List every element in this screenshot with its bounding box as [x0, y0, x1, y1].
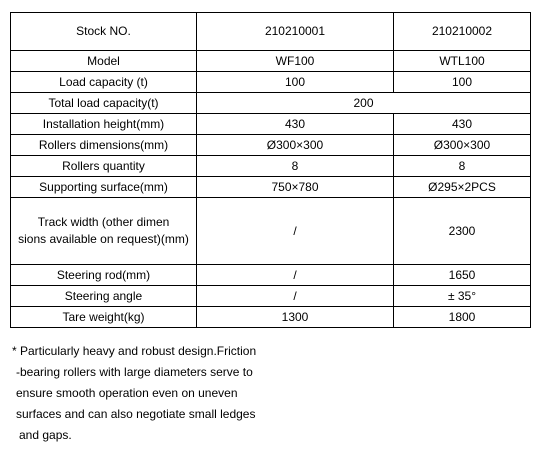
table-row-tare-weight: [11, 307, 531, 328]
table-row-track-width: [11, 198, 531, 265]
note-line: * Particularly heavy and robust design.Friction: [12, 344, 257, 358]
cell-col2: 1800: [394, 307, 531, 328]
table-row-installation-height: [11, 114, 531, 135]
cell-col2: 210210002: [394, 13, 531, 51]
cell-col2: 8: [394, 156, 531, 177]
cell-col2: ± 35°: [394, 286, 531, 307]
row-label: Stock NO.: [11, 13, 197, 51]
cell-col1: /: [197, 286, 394, 307]
table-row-rollers-quantity: [11, 156, 531, 177]
notes-paragraph: [12, 341, 312, 446]
table-row-total-load-capacity: [11, 93, 531, 114]
table-row-supporting-surface: [11, 177, 531, 198]
table-row-rollers-dimensions: [11, 135, 531, 156]
cell-col1: 750×780: [197, 177, 394, 198]
note-line: -bearing rollers with large diameters serve to: [16, 365, 253, 379]
cell-col2: 430: [394, 114, 531, 135]
note-line: surfaces and can also negotiate small ledges: [16, 407, 256, 421]
cell-merged: 200: [197, 93, 531, 114]
row-label: Rollers quantity: [11, 156, 197, 177]
table-row-stock-no: [11, 13, 531, 51]
row-label: [11, 198, 197, 265]
row-label: Load capacity (t): [11, 72, 197, 93]
cell-col1: /: [197, 265, 394, 286]
specification-table: [10, 12, 531, 328]
row-label: Installation height(mm): [11, 114, 197, 135]
cell-col1: 100: [197, 72, 394, 93]
table-row-steering-angle: [11, 286, 531, 307]
cell-col1: 210210001: [197, 13, 394, 51]
cell-col2: WTL100: [394, 51, 531, 72]
cell-col2: 2300: [394, 198, 531, 265]
row-label: Tare weight(kg): [11, 307, 197, 328]
row-label: Rollers dimensions(mm): [11, 135, 197, 156]
cell-col2: Ø300×300: [394, 135, 531, 156]
row-label: Steering rod(mm): [11, 265, 197, 286]
cell-col1: 1300: [197, 307, 394, 328]
cell-col1: 430: [197, 114, 394, 135]
row-label-line1: Track width (other dimen: [37, 215, 170, 229]
cell-col1: Ø300×300: [197, 135, 394, 156]
row-label: Total load capacity(t): [11, 93, 197, 114]
cell-col2: 1650: [394, 265, 531, 286]
note-line: ensure smooth operation even on uneven: [16, 386, 238, 400]
table-row-model: [11, 51, 531, 72]
cell-col1: 8: [197, 156, 394, 177]
cell-col2: Ø295×2PCS: [394, 177, 531, 198]
row-label: Supporting surface(mm): [11, 177, 197, 198]
cell-col1: /: [197, 198, 394, 265]
cell-col2: 100: [394, 72, 531, 93]
table-row-steering-rod: [11, 265, 531, 286]
note-line: and gaps.: [19, 428, 72, 442]
row-label-line2: sions available on request)(mm): [18, 232, 189, 246]
row-label: Steering angle: [11, 286, 197, 307]
cell-col1: WF100: [197, 51, 394, 72]
table-row-load-capacity: [11, 72, 531, 93]
row-label: Model: [11, 51, 197, 72]
